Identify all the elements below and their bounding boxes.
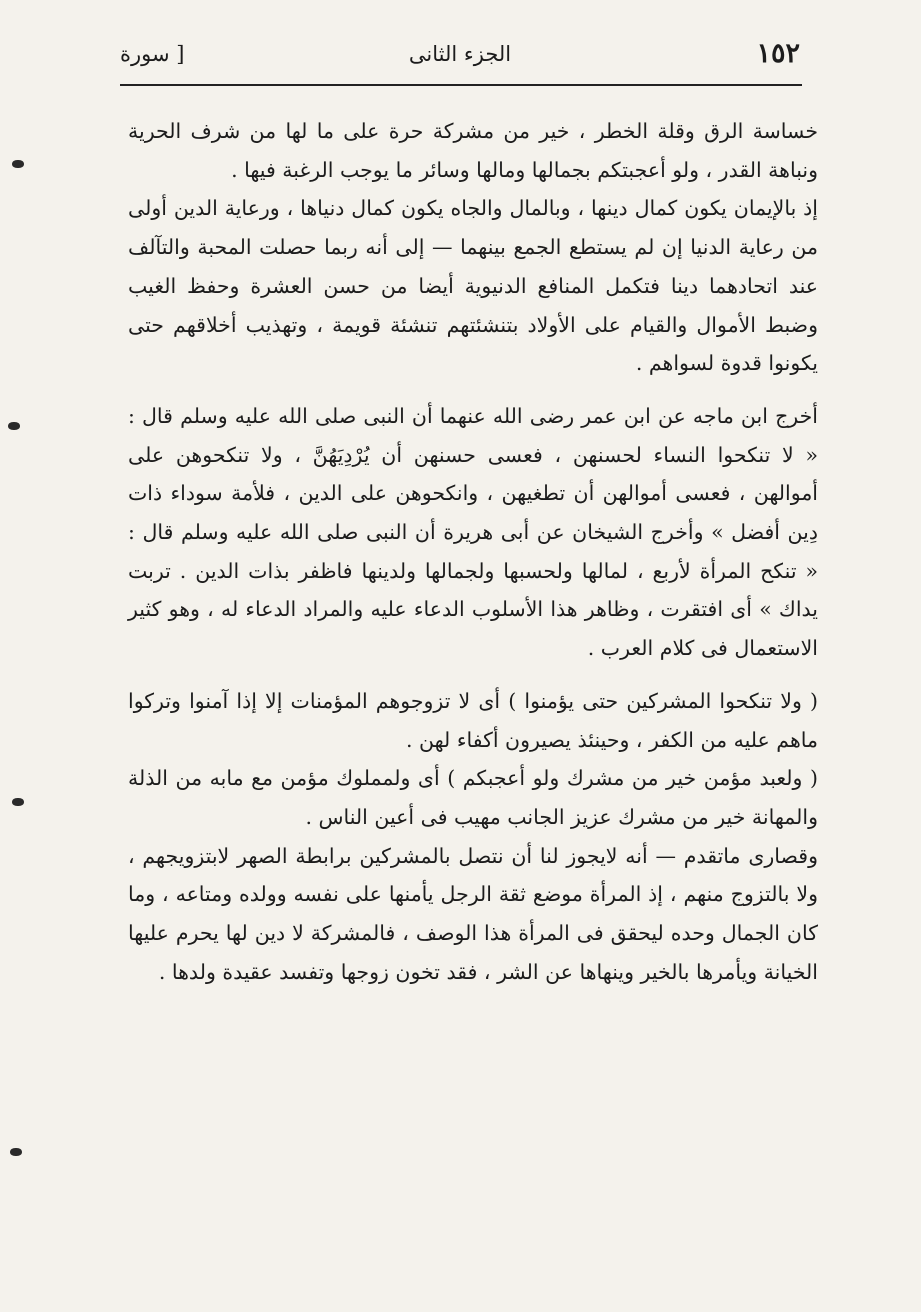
scan-speck	[12, 160, 24, 168]
surah-label: [ سورة	[120, 42, 185, 66]
paragraph: أخرج ابن ماجه عن ابن عمر رضى الله عنهما أن النبى صلى الله عليه وسلم قال : « لا تنكحوا النساء لحسنهن ، فعسى حسنهن أن يُرْدِيَهُنَّ ، ولا تنكحوهن على أموالهن ، فعسى أموالهن أن تطغيهن ، وانكحوهن على الدين ، فلأمة سوداء ذات دِين أفضل » وأخرج الشيخان عن أبى هريرة أن النبى صلى الله عليه وسلم قال : « تنكح المرأة لأربع ، لمالها ولحسبها ولجمالها ولدينها فاظفر بذات الدين . تربت يداك » أى افتقرت ، وظاهر هذا الأسلوب الدعاء عليه والمراد الدعاء له ، وهو كثير الاستعمال فى كلام العرب .	[128, 403, 818, 661]
scan-speck	[12, 798, 24, 806]
page-header	[120, 38, 800, 78]
body-text	[128, 112, 818, 991]
paragraph: ( ولا تنكحوا المشركين حتى يؤمنوا ) أى لا تزوجوهم المؤمنات إلا إذا آمنوا وتركوا ماهم عليه من الكفر ، وحينئذ يصيرون أكفاء لهن .	[128, 688, 818, 752]
paragraph: وقصارى ماتقدم — أنه لايجوز لنا أن نتصل بالمشركين برابطة الصهر لابتزويجهم ، ولا بالتزوج منهم ، إذ المرأة موضع ثقة الرجل يأمنها على نفسه وولده ومتاعه ، وما كان الجمال وحده ليحقق فى المرأة هذا الوصف ، فالمشركة لا دين لها يحرم عليها الخيانة ويأمرها بالخير وينهاها عن الشر ، فقد تخون زوجها وتفسد عقيدة ولدها .	[128, 843, 818, 984]
paragraph: خساسة الرق وقلة الخطر ، خير من مشركة حرة على ما لها من شرف الحرية ونباهة القدر ، ولو أعجبتكم بجمالها ومالها وسائر ما يوجب الرغبة فيها .	[128, 119, 818, 182]
page-number: ١٥٢	[756, 38, 800, 69]
header-rule	[120, 84, 802, 86]
scan-speck	[10, 1148, 22, 1156]
paragraph: إذ بالإيمان يكون كمال دينها ، وبالمال والجاه يكون كمال دنياها ، ورعاية الدين أولى من رعاية الدنيا إن لم يستطع الجمع بينهما — إلى أنه ربما حصلت المحبة والتآلف عند اتحادهما دينا فتكمل المنافع الدنيوية أيضا من حسن العشرة وحفظ الغيب وضبط الأموال والقيام على الأولاد بتنشئتهم تنشئة قويمة ، وتهذيب أخلاقهم حتى يكونوا قدوة لسواهم .	[128, 196, 818, 376]
running-title: الجزء الثانى	[408, 42, 512, 66]
paragraph: ( ولعبد مؤمن خير من مشرك ولو أعجبكم ) أى ولمملوك مؤمن مع مابه من الذلة والمهانة خير من مشرك عزيز الجانب مهيب فى أعين الناس .	[128, 766, 818, 829]
scan-speck	[8, 422, 20, 430]
